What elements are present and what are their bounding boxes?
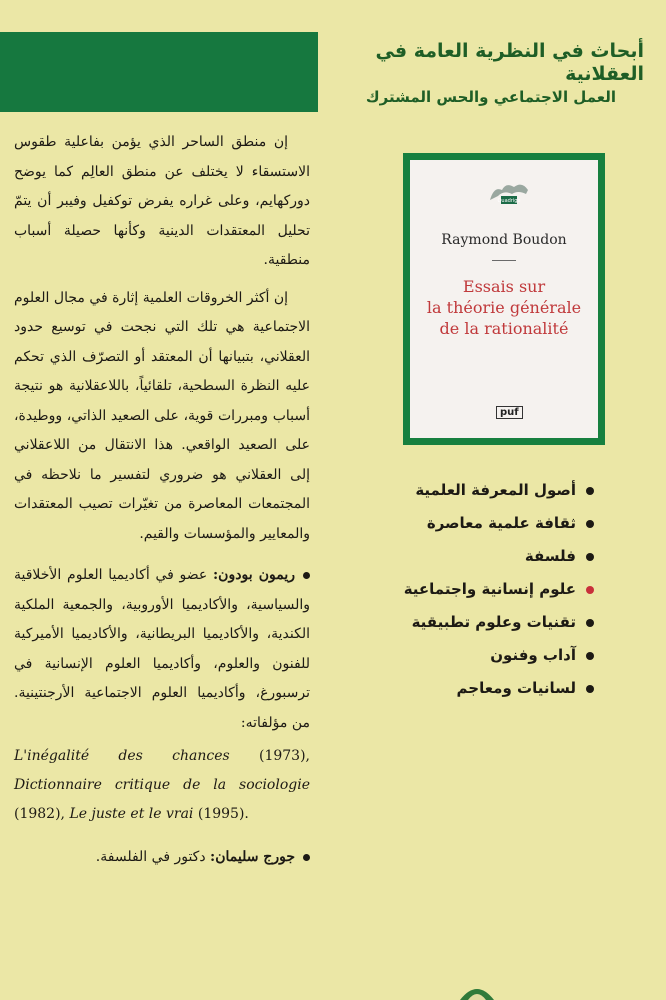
category-item [374, 540, 594, 573]
category-label: علوم إنسانية واجتماعية [403, 580, 576, 598]
bullet-icon [303, 854, 310, 861]
logo-text: Quadrige [497, 198, 521, 204]
book-title: العمل الاجتماعي والحس المشترك [365, 88, 616, 106]
work-title: Le juste et le vrai [69, 806, 194, 822]
cover-title [418, 276, 590, 339]
description-paragraph-1: إن منطق الساحر الذي يؤمن بفاعلية طقوس الاستسقاء لا يختلف عن منطق العالِم كما يوضح دوركهايم، وعلى غراره يفرض توكفيل وفيبر أن يتمّ تحليل المعتقدات الدينية وكأنها حصيلة أسباب منطقية. [14, 134, 310, 268]
series-category-list [374, 474, 594, 705]
category-label: تقنيات وعلوم تطبيقية [411, 613, 576, 631]
bullet-icon [586, 553, 594, 561]
category-item [374, 507, 594, 540]
author-bio-text: عضو في أكاديميا العلوم الأخلاقية والسياسية، والأكاديميا الأوروبية، والجمعية الملكية الكندية، والأكاديميا البريطانية، والأكاديميا الأميركية للفنون والعلوم، وأكاديميا العلوم الإنسانية في ترسبورغ، وأكاديميا العلوم الاجتماعية الأرجنتينية. من مؤلفاته: [14, 567, 310, 731]
cover-title-line: de la rationalité [439, 319, 569, 338]
author-name: ريمون بودون: [213, 567, 296, 583]
bullet-icon [586, 619, 594, 627]
category-item [374, 474, 594, 507]
description-paragraph-2: إن أكثر الخروقات العلمية إثارة في مجال العلوم الاجتماعية هي تلك التي نجحت في توسيع حدود العقلاني، بتبيانها أن المعتقد أو التصرّف الذي تحكم عليه النظرة السطحية، تلقائياً، باللاعقلانية هو نتيجة أسباب ومبررات قوية، على الصعيد الذاتي، ووطيدة، على الصعيد الواقعي. هذا الانتقال من اللاعقلاني إلى العقلاني هو ضروري لتفسير ما نلاحظه في المجتمعات المعاصرة من تغيّرات تصيب المعتقدات والمعايير والمؤسسات والقيم. [14, 289, 310, 542]
quadrige-logo-icon [486, 178, 532, 206]
category-item [374, 606, 594, 639]
category-item [374, 672, 594, 705]
translator-text: دكتور في الفلسفة. [95, 849, 206, 865]
book-cover [410, 160, 598, 438]
book-cover-frame [403, 153, 605, 445]
cover-divider [492, 260, 516, 261]
bullet-icon [586, 520, 594, 528]
bullet-icon [586, 652, 594, 660]
category-label: ثقافة علمية معاصرة [426, 514, 576, 532]
work-title: Dictionnaire critique de la sociologie [14, 777, 310, 793]
bullet-icon [586, 685, 594, 693]
work-year: (1982), [14, 806, 66, 822]
category-label: فلسفة [524, 547, 576, 565]
cover-title-line: la théorie générale [426, 298, 582, 317]
category-item-active [374, 573, 594, 606]
work-title: L'inégalité des chances [14, 748, 230, 764]
series-title: أبحاث في النظرية العامة في العقلانية [375, 40, 644, 85]
bullet-icon [586, 487, 594, 495]
translator-name: جورج سليمان: [210, 849, 295, 865]
description-column [14, 128, 310, 887]
work-year: (1973), [258, 748, 310, 764]
translator-bio [14, 843, 310, 873]
bullet-icon [303, 572, 310, 579]
category-item [374, 639, 594, 672]
category-label: لسانيات ومعاجم [456, 679, 576, 697]
author-works [14, 742, 310, 829]
author-bio [14, 561, 310, 738]
cover-author: Raymond Boudon [441, 232, 567, 248]
work-year: (1995). [197, 806, 249, 822]
green-banner [0, 32, 318, 112]
cover-title-line: Essais sur [462, 277, 546, 296]
category-label: أصول المعرفة العلمية [415, 481, 576, 499]
publisher-emblem-icon [458, 982, 496, 1000]
publisher-logo: puf [496, 406, 523, 419]
category-label: آداب وفنون [490, 646, 576, 664]
active-bullet-icon [586, 586, 594, 594]
